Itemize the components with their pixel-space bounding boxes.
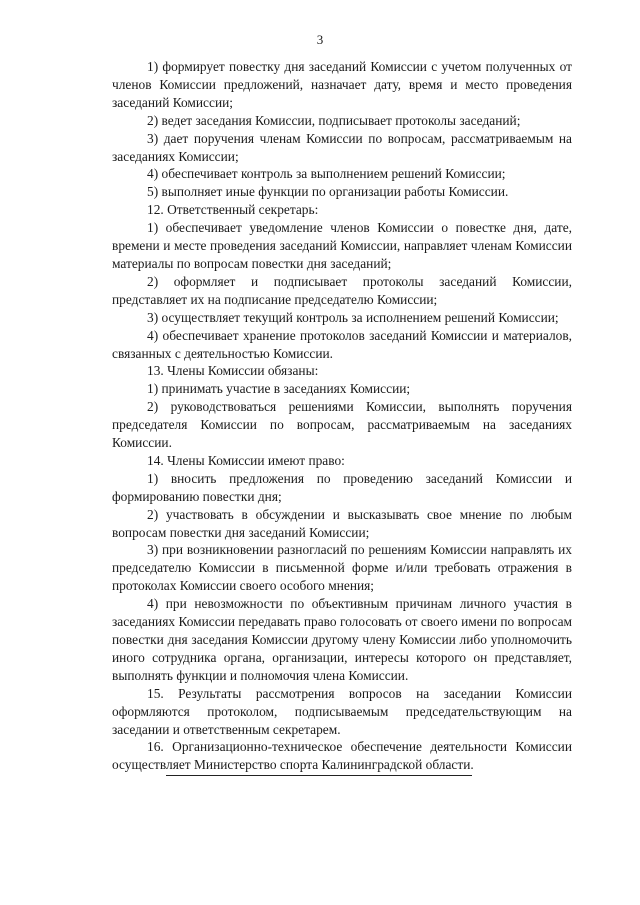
paragraph-section-14-heading: 14. Члены Комиссии имеют право: (147, 452, 345, 468)
document-body (112, 58, 572, 774)
paragraph-item-13-1: 1) принимать участие в заседаниях Комиссии; (147, 381, 411, 397)
paragraph-item-14-2: 2) участвовать в обсуждении и высказывать свое мнение по любым вопросам повестки дня заседаний Комиссии; (112, 506, 572, 540)
paragraph-item-11-2: 2) ведет заседания Комиссии, подписывает протоколы заседаний; (147, 112, 521, 128)
paragraph-item-12-4: 4) обеспечивает хранение протоколов заседаний Комиссии и материалов, связанных с деятельностью Комиссии. (112, 327, 572, 361)
paragraph-item-12-3: 3) осуществляет текущий контроль за исполнением решений Комиссии; (147, 309, 559, 325)
paragraph-section-13-heading: 13. Члены Комиссии обязаны: (147, 363, 319, 379)
paragraph-section-12-heading: 12. Ответственный секретарь: (147, 202, 319, 218)
paragraph-section-15: 15. Результаты рассмотрения вопросов на заседании Комиссии оформляются протоколом, подписываемым председательствующим на заседании и ответственным секретарем. (112, 685, 572, 737)
paragraph-item-14-4: 4) при невозможности по объективным причинам личного участия в заседаниях Комиссии передавать право голосовать от своего имени по вопросам повестки дня заседания Комиссии другому члену Комиссии либо уполномочить иного сотрудника органа, организации, интересы которого он представляет, выполнять функции и полномочия члена Комиссии. (112, 596, 572, 683)
paragraph-item-12-2: 2) оформляет и подписывает протоколы заседаний Комиссии, представляет их на подписание председателю Комиссии; (112, 273, 572, 307)
paragraph-item-11-1: 1) формирует повестку дня заседаний Комиссии с учетом полученных от членов Комиссии предложений, назначает дату, время и место проведения заседаний Комиссии; (112, 59, 572, 110)
paragraph-item-11-4: 4) обеспечивает контроль за выполнением решений Комиссии; (147, 166, 506, 182)
paragraph-item-14-1: 1) вносить предложения по проведению заседаний Комиссии и формированию повестки дня; (112, 470, 572, 504)
end-divider-line (166, 775, 472, 776)
paragraph-section-16: 16. Организационно-техническое обеспечение деятельности Комиссии осуществляет Министерство спорта Калининградской области. (112, 739, 572, 773)
paragraph-item-11-5: 5) выполняет иные функции по организации работы Комиссии. (147, 184, 509, 200)
paragraph-item-11-3: 3) дает поручения членам Комиссии по вопросам, рассматриваемым на заседаниях Комиссии; (112, 130, 572, 164)
paragraph-item-13-2: 2) руководствоваться решениями Комиссии, выполнять поручения председателя Комиссии по вопросам, рассматриваемым на заседаниях Комиссии. (112, 399, 572, 451)
paragraph-item-12-1: 1) обеспечивает уведомление членов Комиссии о повестке дня, дате, времени и месте проведения заседаний Комиссии, направляет членам Комиссии материалы по вопросам повестки дня заседаний; (112, 220, 572, 271)
page-number: 3 (316, 32, 324, 47)
paragraph-item-14-3: 3) при возникновении разногласий по решениям Комиссии направлять их председателю Комиссии в письменной форме и/или требовать отражения в протоколах Комиссии своего особого мнения; (112, 542, 572, 594)
